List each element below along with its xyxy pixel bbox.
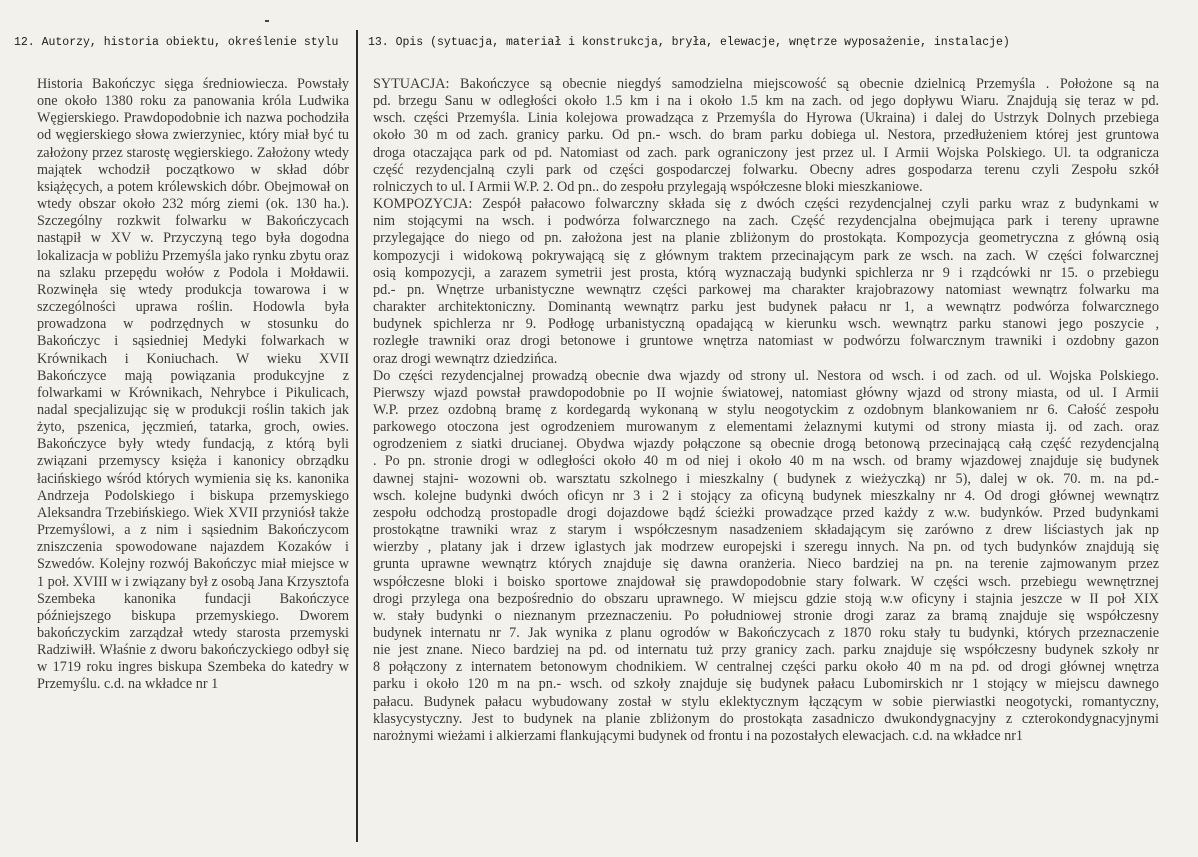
description-line: przylegające do niego od pn. założona jest na planie zbliżonym do prostokąta. Kompozycja geometryczna z główną osią xyxy=(373,230,1159,247)
description-line: około 30 m od zach. granicy parku. Od pn.- wsch. do bram parku dobiega ul. Nestora, przedłużeniem której jest gruntowa xyxy=(373,127,1159,144)
description-line: SYTUACJA: Bakończyce są obecnie niegdyś samodzielna miejscowość są obecnie dzielnicą Przemyśla . Położone są na xyxy=(373,76,1159,92)
description-line: wsch. części Przemyśla. Linia kolejowa prowadząca z Przemyśla do Hyrowa (Ukraina) i dalej do Ustrzyk Dolnych przebiega xyxy=(373,110,1159,127)
description-line: narożnymi wieżami i alkierzami flankującymi budynek od frontu i na pozostałych elewacjach. c.d. na wkładce nr1 xyxy=(373,727,1024,744)
description-line: parku i około 120 m na pn.- wsch. od szkoły znajduje się budynek pałacu Lubomirskich nr 1 stojący w miejscu dawnego xyxy=(373,676,1159,693)
description-line: Do części rezydencjalnej prowadzą obecnie dwa wjazdy od strony ul. Nestora od wsch. i od zach. od ul. Wojska Polskiego. xyxy=(373,367,1159,384)
description-line: pd.- pn. Wnętrze urbanistyczne wewnątrz części parkowej ma charakter krajobrazowy natomiast wewnątrz folwarku ma xyxy=(373,281,1159,298)
description-line: klasycystyczny. Jest to budynek na planie zbliżonym do prostokąta zasadniczo dwukondygnacyjny z czterokondygnacyjnymi xyxy=(373,710,1159,727)
description-line: wierzby , platany jak i drzew iglastych jak modrzew europejski i szeregu innych. Na pn. od tych budynków znajdują się xyxy=(373,539,1159,556)
description-line: oraz drogi wewnątrz dziedzińca. xyxy=(373,350,558,367)
description-line: 8 połączony z internatem betonowym chodnikiem. W centralnej części parku około 40 m na pd. od drogi głównej wnętrza xyxy=(373,659,1159,676)
description-line: nim stojącymi na wsch. i podwórza folwarcznego na zach. Część rezydencjalna obejmująca park i tereny uprawne xyxy=(373,213,1159,230)
description-line: budynek spichlerza nr 9. Podłogę urbanistyczną opadającą w kierunku wsch. wewnątrz parku stanowi jego poszycie , xyxy=(373,316,1159,333)
history-column xyxy=(37,76,349,694)
description-line: nie jest znane. Nieco bardziej na pd. od internatu tuż przy granicy zach. parku znajduje się współczesny budynek szkoły nr xyxy=(373,642,1159,659)
description-line: pd. brzegu Sanu w odległości około 1.5 km i na i około 1.5 km na zach. od jego dopływu Wiaru. Znajdują się teraz w pd. xyxy=(373,93,1159,110)
description-line: KOMPOZYCJA: Zespół pałacowo folwarczny składa się z dwóch części rezydencjalnej czyli parku wraz z budynkami w xyxy=(373,196,1159,213)
history-text: Historia Bakończyc sięga średniowiecza. Powstały one około 1380 roku za panowania króla Ludwika Węgierskiego. Prawdopodobnie ich nazwa pochodziła od węgierskiego słowa zwierzyniec, który miał być tu założony przez starostę węgierskiego. Założony wtedy majątek wchodził początkowo w skład dóbr książęcych, a potem królewskich dóbr. Obejmował on wtedy obszar około 232 mórg ziemi (ok. 130 ha.). Szczególny rozkwit folwarku w Bakończycach nastąpił w XV w. Przyczyną tego była dogodna lokalizacja w pobliżu Przemyśla jako rynku zbytu oraz na szlaku przepędu wołów z Podola i Mołdawii. Rozwinęła się wtedy produkcja towarowa i w szczególności uprawa roślin. Hodowla była prowadzona w podrzędnych w stosunku do Bakończyc i sąsiedniej Medyki folwarkach w Krównikach i Koniuchach. W wieku XVII Bakończyce mają powiązania produkcyjne z folwarkami w Krównikach, Nehrybce i Pikulicach, nadal specjalizując się w produkcji roślin takich jak żyto, pszenica, jęczmień, tatarka, groch, owies. Bakończyce były wtedy fundacją, z którą byli związani przemyscy księża i kanonicy obrządku łacińskiego wśród których wymienia się ks. kanonika Andrzeja Podolskiego i biskupa przemyskiego Aleksandra Trzebińskiego. Wiek XVII przyniósł także Przemyślowi, a z nim i sąsiednim Bakończycom zniszczenia spowodowane najazdem Kozaków i Szwedów. Kolejny rozwój Bakończyc miał miejsce w 1 poł. XVIII w i związany był z osobą Jana Krzysztofa Szembeka kanonika fundacji Bakończyce późniejszego biskupa przemyskiego. Dworem bakończyckim zarządzał wtedy starosta przemyski Radziwiłł. Właśnie z dworu bakończyckiego odbył się w 1719 roku ingres biskupa Szembeka do katedry w Przemyślu. c.d. na wkładce nr 1 xyxy=(37,76,349,693)
description-line: rozległe trawniki oraz drogi betonowe i gruntowe wnętrza natomiast w podwórzu folwarcznym trawniki i ozdobny gazon xyxy=(373,333,1159,350)
column-divider xyxy=(356,30,358,842)
scan-mark xyxy=(265,20,269,22)
description-line: charakter architektoniczny. Dominantą wewnątrz parku jest budynek pałacu nr 1, a wewnątrz podwórza folwarcznego xyxy=(373,299,1159,316)
description-line: kompozycji i widokową pokrywającą się z głównym traktem przecinającym park ze wsch. na zach. W części folwarcznej xyxy=(373,247,1159,264)
description-line: droga otaczająca park od pd. Natomiast od zach. park ograniczony jest przez ul. I Armii Wojska Polskiego. Ul. ta odgranicza xyxy=(373,144,1159,161)
description-line: osią kompozycji, a zarazem symetrii jest prosta, którą wyznaczają budynki spichlerza nr 9 i rządcówki nr 15. o przebiegu xyxy=(373,264,1159,281)
description-line: w. stały budynki o nieznanym przeznaczeniu. Po południowej stronie drogi zaraz za bramą znajduje się współczesny xyxy=(373,607,1159,624)
description-line: grunta uprawne wewnątrz których znajduje się dawna oranżeria. Nieco bardziej na pn. na terenie zajmowanym przez xyxy=(373,556,1159,573)
description-line: zespołu odchodzą prostopadle drogi dojazdowe bądź ścieżki prowadzące przed każdy z w.w. budynków. Przed budynkami xyxy=(373,504,1159,521)
description-line: wsch. kolejne budynki dwóch oficyn nr 3 i 2 i stojący za oficyną budynek mieszkalny nr 4. Od drogi głównej wewnątrz xyxy=(373,487,1159,504)
description-line: W.P. przez ozdobną bramę z kordegardą wykonaną w stylu neogotyckim z ozdobnym blankowaniem nr 6. Całość zespołu xyxy=(373,401,1159,418)
description-line: ogrodzeniem z siatki drucianej. Obydwa wjazdy połączone są obecnie drogą betonową przecinającą całą część rezydencjalną xyxy=(373,436,1159,453)
description-line: Pierwszy wjazd powstał prawdopodobnie po II wojnie światowej, natomiast główny wjazd od strony miasta, od ul. I Armii xyxy=(373,384,1159,401)
description-column xyxy=(373,76,1159,745)
description-line: współczesne bloki i boisko sportowe znajdował się prawdopodobnie stary folwark. W części wsch. przebiegu wewnętrznej xyxy=(373,573,1159,590)
description-line: pałacu. Budynek pałacu wybudowany został w stylu eklektycznym łączącym w sobie pierwiastki neogotycki, romantyczny, xyxy=(373,693,1159,710)
description-line: parkowego otoczona jest ogrodzeniem murowanym z elementami żelaznymi kutymi od strony miasta ij. od zach. oraz xyxy=(373,419,1159,436)
description-line: część rezydencjalną czyli park od części gospodarczej folwarku. Obecny adres gospodarza terenu czyli Zespołu szkół xyxy=(373,161,1159,178)
description-line: budynek internatu nr 7. Jak wynika z planu ogrodów w Bakończycach z 1870 roku stały tu budynki, których przeznaczenie xyxy=(373,625,1159,641)
description-line: prostokątne trawniki wraz z starym i współczesnym nasadzeniem składającym się zarówno z drew liściastych jak np xyxy=(373,522,1159,539)
section-12-header: 12. Autorzy, historia obiektu, określenie stylu xyxy=(14,36,339,49)
description-line: . Po pn. stronie drogi w odległości około 40 m od niej i około 40 m na wsch. od bramy wjazdowej znajduje się budynek xyxy=(373,453,1159,470)
description-line: rolniczych to ul. I Armii W.P. 2. Od pn.. do zespołu przylegają współczesne bloki mieszkaniowe. xyxy=(373,178,923,195)
description-line: dawnej stajni- wozowni ob. warsztatu szkolnego i mieszkalny ( budynek z wieżyczką) nr 5), dalej w ok. 70. m. na pd.- xyxy=(373,470,1159,487)
description-line: drogi przylega ona bezpośrednio do obszaru uprawnego. W miejscu gdzie stoją w.w oficyny i stajnia jeszcze w II poł XIX xyxy=(373,590,1159,607)
section-13-header: 13. Opis (sytuacja, materiał i konstrukcja, bryła, elewacje, wnętrze wyposażenie, instalacje) xyxy=(368,36,1010,49)
